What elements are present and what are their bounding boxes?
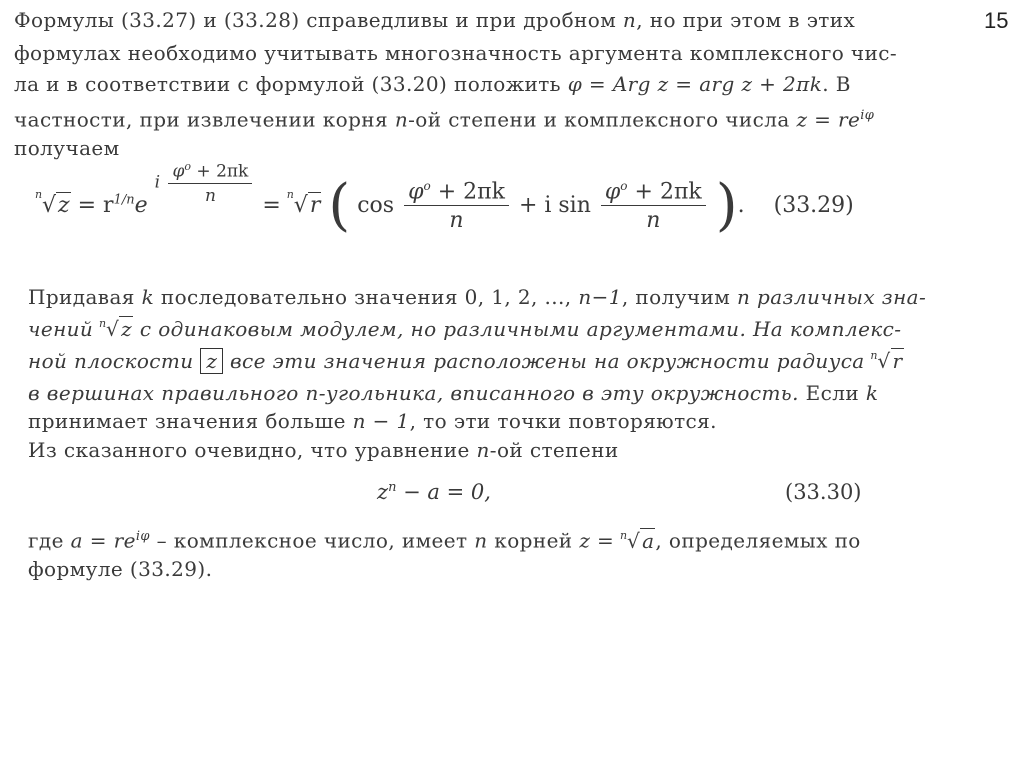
exponent-fraction: $\frac{\varphi^o + 2\pi k}{n}$ (168, 160, 252, 206)
p3-line-1: где $a = re^{i\varphi}$ – комплексное число, имеет n корней z = n √ a, определяемых по (28, 528, 861, 553)
p1-line-4: частности, при извлечении корня n-ой степени и комплексного числа $z = re^{i\varphi}$ (14, 107, 875, 132)
p3-line-2: формуле (33.29). (28, 557, 213, 581)
p2-line-4: в вершинах правильного n-угольника, вписанного в эту окружность. Если k (28, 381, 879, 405)
p2-line-2: чений n √ z с одинаковым модулем, но различными аргументами. На комплекс- (28, 317, 902, 341)
p1-line-1: Формулы (33.27) и (33.28) справедливы и при дробном n, но при этом в этих (14, 8, 856, 32)
p1-line-3: ла и в соответствии с формулой (33.20) положить φ = Arg z = arg z + 2πk. В (14, 72, 851, 96)
p2-line-5: принимает значения больше n − 1, то эти точки повторяются. (28, 409, 717, 433)
equation-label-33-30: (33.30) (785, 480, 862, 504)
equation-label-33-29: (33.29) (773, 193, 854, 218)
page-number: 15 (984, 8, 1009, 33)
nth-root-r: n √r (286, 188, 321, 218)
complex-plane-box: z (200, 348, 223, 374)
nth-root-z: n √z (35, 188, 70, 218)
sin-fraction: $\frac{\varphi^o + 2\pi k}{n}$ (601, 179, 706, 233)
p2-line-1: Придавая k последовательно значения 0, 1, 2, ..., n−1, получим n различных зна- (28, 285, 927, 309)
formula-33-30: $z^n - a = 0$, (377, 480, 491, 504)
cos-fraction: $\frac{\varphi^o + 2\pi k}{n}$ (404, 179, 509, 233)
p2-line-3: ной плоскости z все эти значения расположены на окружности радиуса n √ r (28, 349, 903, 373)
p1-line-5: получаем (14, 136, 120, 160)
p2-line-6: Из сказанного очевидно, что уравнение n-ой степени (28, 438, 619, 462)
formula-33-29: n $√z = r^{1/n}e$ i $\frac{\varphi^o + 2\pi k}{n}$ = n √r ( cos $\frac{\varphi^o + 2\pi k}{n}$ + i sin $\frac{\varphi^o + 2\pi k}{n}$ ). (33.29) (35, 160, 854, 238)
p1-line-2: формулах необходимо учитывать многозначность аргумента комплексного чис- (14, 41, 898, 65)
